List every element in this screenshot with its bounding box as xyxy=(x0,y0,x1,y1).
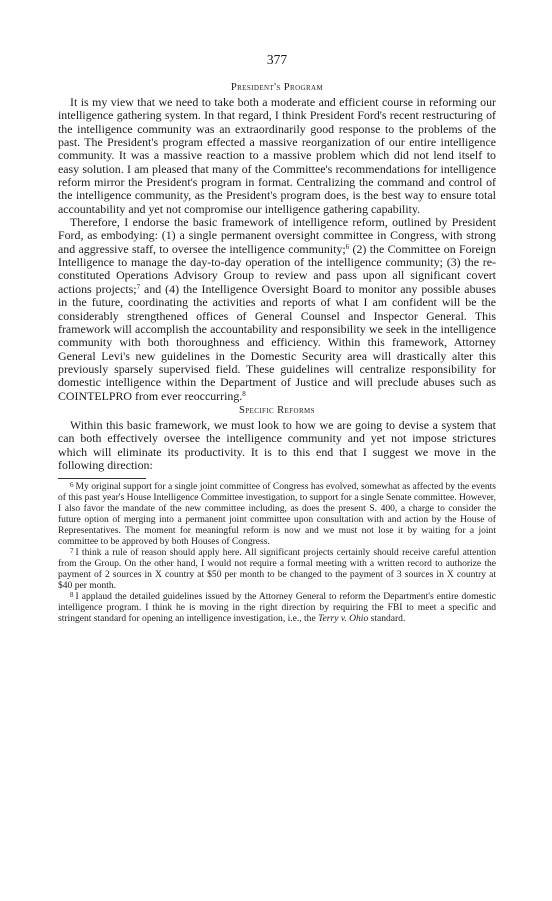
footnote xyxy=(58,547,496,591)
footnote-reference: 7 xyxy=(136,282,141,291)
paragraph-text: Therefore, I endorse the basic framework of intelligence reform, outlined by President Ford, as embodying: (1) a single permanent oversight committee in Congress, with strong and aggressive staff, to oversee the intelligence community; xyxy=(58,215,496,256)
page-number: 377 xyxy=(266,52,288,67)
body-paragraph xyxy=(58,216,496,403)
paragraph-text: (2) the Committee on Foreign Intelligence to manage the day-to-day operation of the intelligence community; (3) the re-constituted Operations Advisory Group to review and pass upon all significant covert actions projects; xyxy=(58,241,496,296)
section-heading-specific-reforms: Specific Reforms xyxy=(239,404,315,416)
footnote-text: standard. xyxy=(368,613,406,625)
footnote-mark: 6 xyxy=(70,481,74,490)
footnote-mark: 8 xyxy=(70,591,74,600)
body-paragraph: It is my view that we need to take both a moderate and efficient course in reforming our intelligence gathering system. In that regard, I think President Ford's recent restructuring of the intelligence community was an extraordinarily good response to the problems of the past. The President's program effected a massive reorganization of our entire intelligence community. It was a massive reaction to a massive problem which did not lend itself to easy solution. I am pleased that many of the Committee's recommendations for intelligence reform mirror the President's program in format. Centralizing the command and control of the intelligence community, as the President's program does, is the best way to ensure total accountability and yet not compromise our intelligence gathering capability. xyxy=(58,95,496,216)
footnote-reference: 6 xyxy=(345,242,350,251)
footnote-text: My original support for a single joint committee of Congress has evolved, somewhat as affected by the events of this past year's House Intelligence Committee investigation, to support for a single Senate committee. However, I also favor the mandate of the new committee including, as does the present S. 400, a charge to consider the future option of merging into a permanent joint committee upon consultation with and action by the House of Representatives. The moment for meaningful reform is now and we must not lose it by waiting for a joint committee to be approved by both Houses of Congress. xyxy=(58,481,496,548)
section-heading-presidents-program: President's Program xyxy=(230,82,324,93)
footnote xyxy=(58,591,496,624)
footnote-text: I applaud the detailed guidelines issued by the Attorney General to reform the Department's entire domestic intelligence program. I think he is moving in the right direction by requiring the FBI to meet a specific and stringent standard for opening an intelligence investigation, i.e., the xyxy=(58,591,496,625)
document-page xyxy=(58,52,496,624)
footnote-divider xyxy=(58,478,146,479)
footnote-reference: 8 xyxy=(242,389,246,398)
footnote-mark: 7 xyxy=(70,547,74,556)
body-paragraph: Within this basic framework, we must look to how we are going to devise a system that can both effectively oversee the intelligence community and yet not impose strictures which will eliminate its productivity. It is to this end that I suggest we move in the following direction: xyxy=(58,417,496,472)
footnote xyxy=(58,481,496,547)
case-citation: Terry v. Ohio xyxy=(318,613,369,625)
footnote-text: I think a rule of reason should apply here. All significant projects certainly should receive careful attention from the Group. On the other hand, I would not require a formal meeting with a written record to authorize the payment of 2 sources in X country at $50 per month to be changed to the payment of 3 sources in X country at $40 per month. xyxy=(58,547,496,592)
paragraph-text: and (4) the Intelligence Oversight Board to monitor any possible abuses in the future, coordinating the activities and reports of what I am confident will be the considerably strengthened offices of General Counsel and Inspector General. This framework will accomplish the accountability and responsibility we seek in the intelligence community with both thoroughness and efficiency. Within this framework, Attorney General Levi's new guidelines in the Domestic Security area will drastically alter this previously sparsely supervised field. These guidelines will centralize responsibility for domestic intelligence within the Department of Justice and will preclude abuses such as COINTELPRO from ever reoccurring. xyxy=(58,281,496,403)
